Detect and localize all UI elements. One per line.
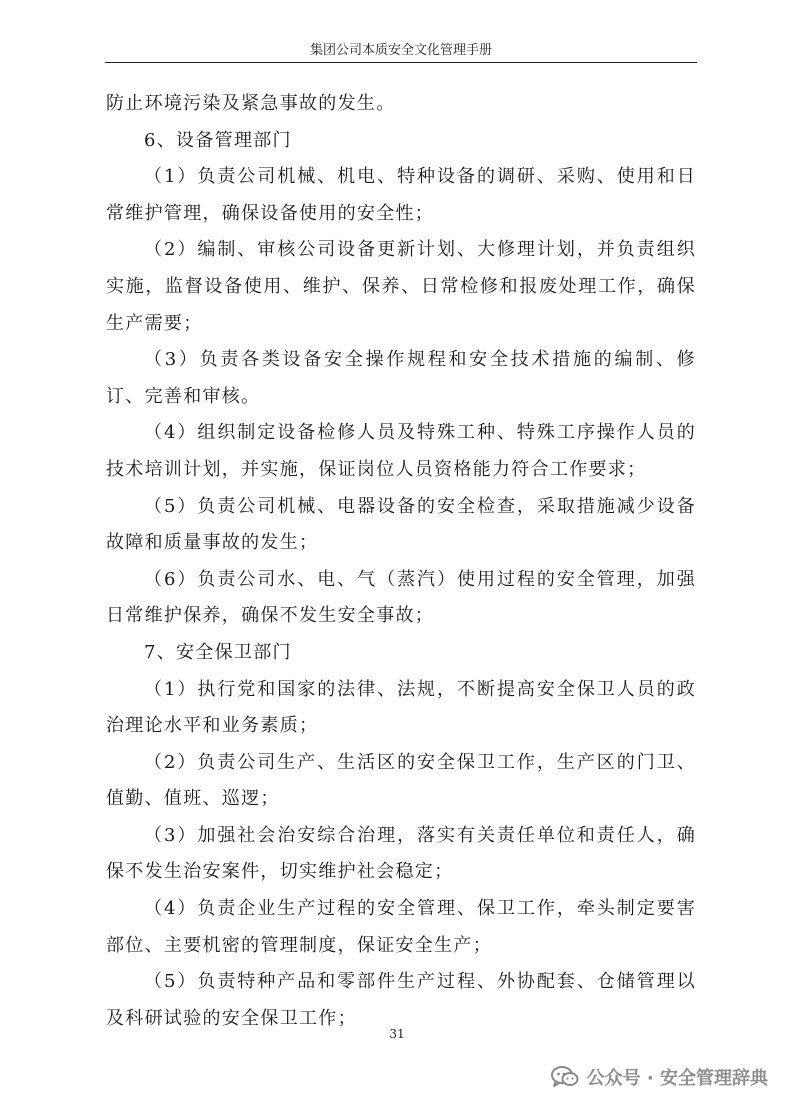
paragraph-equipment-3: （3）负责各类设备安全操作规程和安全技术措施的编制、修订、完善和审核。 <box>106 349 696 407</box>
paragraph-security-5: （5）负责特种产品和零部件生产过程、外协配套、仓储管理以及科研试验的安全保卫工作； <box>106 971 696 1029</box>
header-divider <box>105 62 697 63</box>
watermark-text: 公众号 · 安全管理辞典 <box>586 1068 768 1089</box>
paragraph-security-1: （1）执行党和国家的法律、法规，不断提高安全保卫人员的政治理论水平和业务素质； <box>106 678 696 737</box>
paragraph-equipment-2: （2）编制、审核公司设备更新计划、大修理计划，并负责组织实施，监督设备使用、维护、保养、日常检修和报废处理工作，确保生产需要； <box>106 239 696 334</box>
paragraph-equipment-1: （1）负责公司机械、机电、特种设备的调研、采购、使用和日常维护管理，确保设备使用的安全性； <box>106 166 696 224</box>
running-header: 集团公司本质安全文化管理手册 <box>309 43 492 58</box>
page-number: 31 <box>389 1027 405 1041</box>
watermark <box>551 1064 768 1090</box>
wechat-icon <box>551 1065 579 1089</box>
section-heading-equipment: 6、设备管理部门 <box>144 129 292 151</box>
paragraph-equipment-5: （5）负责公司机械、电器设备的安全检查，采取措施减少设备故障和质量事故的发生； <box>106 495 696 554</box>
paragraph-1: 防止环境污染及紧急事故的发生。 <box>106 93 396 114</box>
paragraph-equipment-6: （6）负责公司水、电、气（蒸汽）使用过程的安全管理，加强日常维护保养，确保不发生安全事故； <box>106 568 696 627</box>
section-heading-security: 7、安全保卫部门 <box>144 641 292 663</box>
paragraph-security-4: （4）负责企业生产过程的安全管理、保卫工作，牵头制定要害部位、主要机密的管理制度，保证安全生产； <box>106 898 696 956</box>
document-body <box>106 86 696 1037</box>
paragraph-security-3: （3）加强社会治安综合治理，落实有关责任单位和责任人，确保不发生治安案件，切实维护社会稳定； <box>106 824 696 883</box>
paragraph-security-2: （2）负责公司生产、生活区的安全保卫工作，生产区的门卫、值勤、值班、巡逻； <box>106 751 696 810</box>
paragraph-equipment-4: （4）组织制定设备检修人员及特殊工种、特殊工序操作人员的技术培训计划，并实施，保证岗位人员资格能力符合工作要求； <box>106 422 696 480</box>
